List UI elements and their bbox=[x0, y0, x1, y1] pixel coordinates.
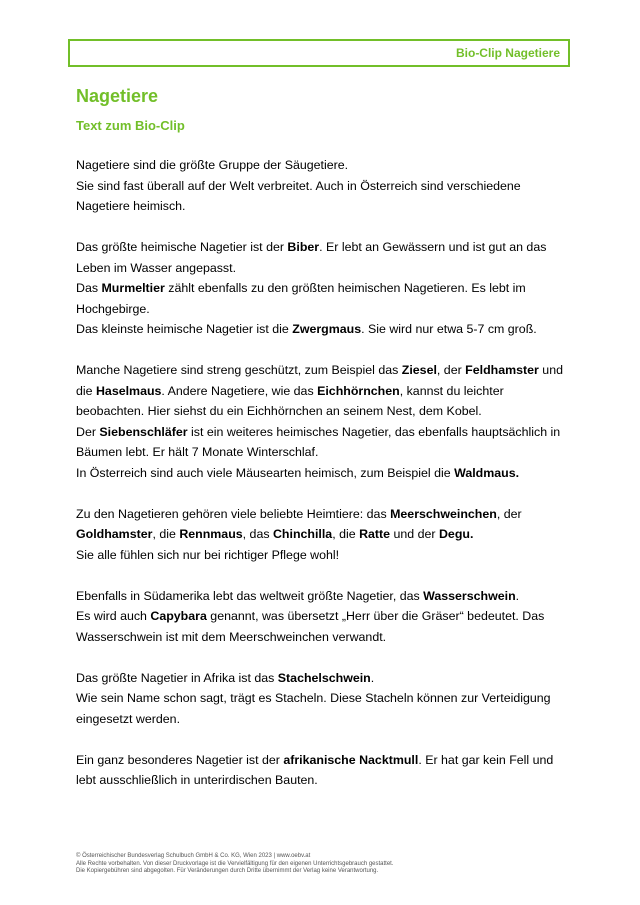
text-segment: , der bbox=[496, 506, 522, 521]
highlighted-term: Biber bbox=[287, 240, 320, 254]
paragraph bbox=[76, 504, 566, 566]
highlighted-term: Zwergmaus bbox=[292, 322, 362, 336]
paragraph bbox=[76, 586, 566, 648]
text-segment: und die bbox=[76, 363, 563, 398]
text-segment: und der bbox=[390, 527, 439, 541]
text-segment: , die bbox=[152, 527, 180, 541]
text-line bbox=[76, 688, 566, 729]
highlighted-term: Stachelschwein bbox=[277, 670, 371, 685]
highlighted-term: Rennmaus bbox=[179, 527, 243, 541]
highlighted-term: Degu. bbox=[438, 527, 474, 541]
highlighted-term: Eichhörnchen bbox=[317, 383, 400, 398]
highlighted-term: Capybara bbox=[150, 609, 207, 623]
highlighted-term: Goldhamster bbox=[76, 527, 153, 541]
text-line bbox=[76, 155, 566, 176]
text-segment: Der bbox=[76, 424, 100, 439]
text-segment: Das kleinste heimische Nagetier ist die bbox=[76, 322, 293, 336]
text-segment: Nagetiere sind die größte Gruppe der Säugetiere. bbox=[76, 158, 349, 172]
text-line bbox=[76, 278, 566, 319]
page-title: Nagetiere bbox=[76, 86, 159, 106]
text-segment: Das größte heimische Nagetier ist der bbox=[76, 240, 288, 254]
text-line bbox=[76, 504, 566, 545]
text-line bbox=[76, 319, 566, 340]
paragraph bbox=[76, 750, 566, 791]
text-segment: zählt ebenfalls zu den größten heimischen Nagetieren. Es lebt im Hochgebirge. bbox=[76, 281, 526, 316]
text-segment: ist ein weiteres heimisches Nagetier, das ebenfalls hauptsächlich in Bäumen lebt. Er hält 7 Monate Winterschlaf. bbox=[76, 424, 561, 459]
text-line bbox=[76, 176, 566, 217]
text-segment: Zu den Nagetieren gehören viele beliebte Heimtiere: das bbox=[76, 506, 391, 521]
text-line bbox=[76, 606, 566, 647]
text-segment: Ein ganz besonderes Nagetier ist der bbox=[76, 752, 284, 767]
paragraph bbox=[76, 155, 566, 217]
highlighted-term: Chinchilla bbox=[272, 527, 333, 541]
footer-line: Die Kopiergebühren sind abgegolten. Für Veränderungen durch Dritte übernimmt der Verlag keine Verantwortung. bbox=[76, 868, 379, 875]
paragraph bbox=[76, 237, 566, 340]
text-segment: , kannst du leichter beobachten. Hier siehst du ein Eichhörnchen an seinem Nest, dem Kobel. bbox=[76, 383, 504, 418]
page-subtitle: Text zum Bio-Clip bbox=[76, 118, 185, 133]
text-line bbox=[76, 545, 566, 566]
text-segment: Das bbox=[76, 281, 102, 295]
text-line bbox=[76, 237, 566, 278]
highlighted-term: Haselmaus bbox=[95, 383, 162, 398]
text-segment: . Er lebt an Gewässern und ist gut an das Leben im Wasser angepasst. bbox=[76, 240, 547, 275]
highlighted-term: Siebenschläfer bbox=[99, 424, 188, 439]
header-label: Bio-Clip Nagetiere bbox=[455, 46, 560, 60]
text-segment: Wie sein Name schon sagt, trägt es Stacheln. Diese Stacheln können zur Verteidigung eingesetzt werden. bbox=[76, 691, 551, 726]
text-segment: In Österreich sind auch viele Mäusearten heimisch, zum Beispiel die bbox=[76, 465, 455, 480]
highlighted-term: Feldhamster bbox=[465, 363, 539, 377]
paragraph bbox=[76, 668, 566, 730]
text-line bbox=[76, 586, 566, 607]
text-segment: . Er hat gar kein Fell und lebt ausschließlich in unterirdischen Bauten. bbox=[76, 752, 554, 787]
text-segment: . Andere Nagetiere, wie das bbox=[161, 383, 318, 398]
highlighted-term: Waldmaus. bbox=[454, 465, 520, 480]
text-segment: genannt, was übersetzt „Herr über die Gräser“ bedeutet. Das Wasserschwein ist mit dem Meerschweinchen verwandt. bbox=[76, 609, 545, 644]
text-segment: Manche Nagetiere sind streng geschützt, zum Beispiel das bbox=[76, 363, 402, 377]
highlighted-term: Ratte bbox=[359, 527, 391, 541]
header-box bbox=[68, 39, 570, 67]
body-text bbox=[76, 155, 566, 811]
highlighted-term: Ziesel bbox=[401, 363, 437, 377]
text-segment: . bbox=[515, 588, 520, 603]
highlighted-term: Meerschweinchen bbox=[390, 506, 497, 521]
text-segment: Es wird auch bbox=[76, 609, 151, 623]
text-segment: , das bbox=[242, 527, 273, 541]
footer bbox=[76, 853, 576, 876]
text-line bbox=[76, 422, 566, 463]
text-line bbox=[76, 750, 566, 791]
text-segment: Das größte Nagetier in Afrika ist das bbox=[76, 670, 278, 685]
text-segment: , die bbox=[332, 527, 360, 541]
highlighted-term: afrikanische Nacktmull bbox=[283, 752, 419, 767]
text-segment: Sie sind fast überall auf der Welt verbreitet. Auch in Österreich sind verschiedene Nagetiere heimisch. bbox=[76, 178, 521, 213]
footer-line: © Österreichischer Bundesverlag Schulbuch GmbH & Co. KG, Wien 2023 | www.oebv.at bbox=[76, 853, 311, 859]
highlighted-term: Murmeltier bbox=[101, 281, 165, 295]
paragraph bbox=[76, 360, 566, 483]
text-line bbox=[76, 360, 566, 422]
text-segment: . Sie wird nur etwa 5-7 cm groß. bbox=[361, 322, 537, 336]
text-line bbox=[76, 668, 566, 689]
text-segment: Sie alle fühlen sich nur bei richtiger Pflege wohl! bbox=[76, 547, 340, 562]
text-segment: Ebenfalls in Südamerika lebt das weltweit größte Nagetier, das bbox=[76, 588, 424, 603]
text-segment: , der bbox=[436, 363, 466, 377]
text-line bbox=[76, 463, 566, 484]
footer-line: Alle Rechte vorbehalten. Von dieser Druckvorlage ist die Vervielfältigung für den eigenen Unterrichtsgebrauch gestattet. bbox=[76, 860, 394, 867]
highlighted-term: Wasserschwein bbox=[423, 588, 516, 603]
text-segment: . bbox=[370, 670, 375, 685]
